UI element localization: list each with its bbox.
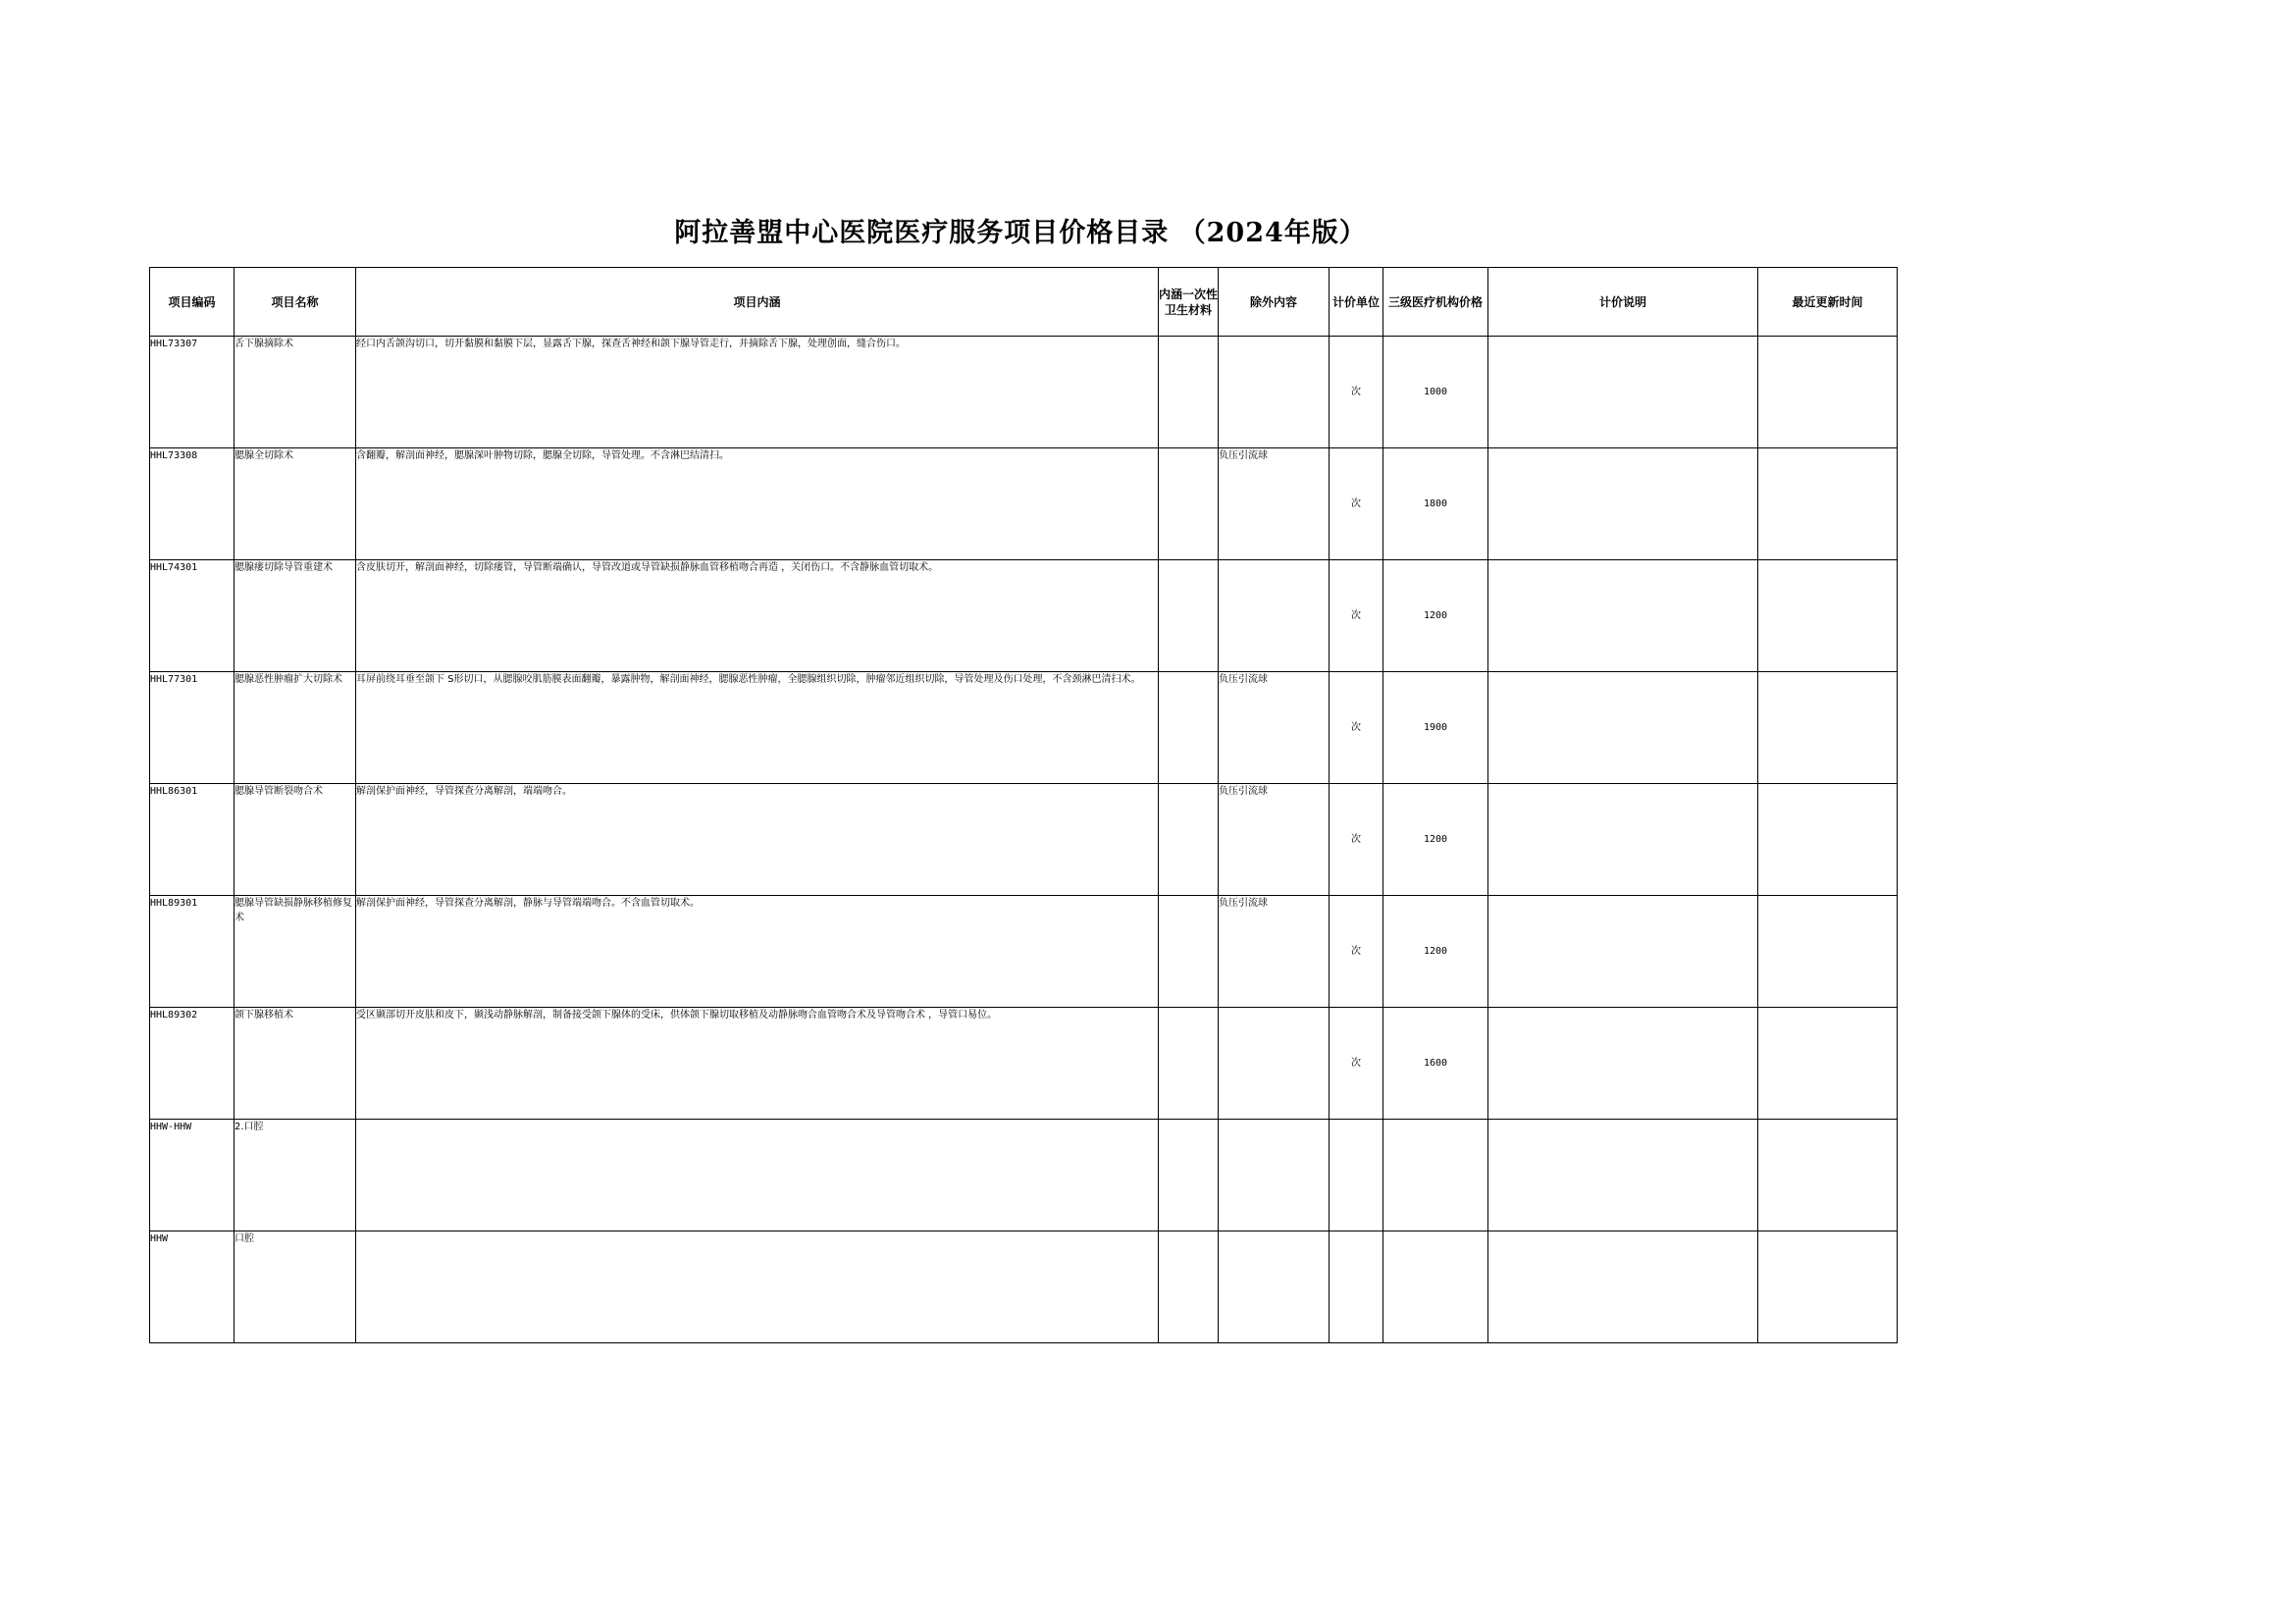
cell-code: HHL73307 (150, 337, 235, 448)
cell-consumables (1159, 1008, 1219, 1120)
cell-note (1488, 560, 1758, 672)
cell-excluded: 负压引流球 (1219, 896, 1330, 1008)
cell-note (1488, 448, 1758, 560)
cell-consumables (1159, 337, 1219, 448)
cell-content: 耳屏前绕耳垂至颌下 S形切口，从腮腺咬肌筋膜表面翻瓣，暴露肿物，解剖面神经，腮腺恶性肿瘤，全腮腺组织切除，肿瘤邻近组织切除，导管处理及伤口处理，不含颈淋巴清扫术。 (356, 672, 1159, 784)
cell-content (356, 1231, 1159, 1343)
cell-excluded: 负压引流球 (1219, 784, 1330, 896)
cell-price: 1200 (1383, 896, 1488, 1008)
cell-name: 腮腺全切除术 (235, 448, 356, 560)
header-updated: 最近更新时间 (1758, 268, 1898, 337)
cell-price: 1200 (1383, 784, 1488, 896)
cell-consumables (1159, 448, 1219, 560)
cell-price (1383, 1231, 1488, 1343)
cell-unit: 次 (1330, 1008, 1383, 1120)
table-header-row (150, 268, 1898, 337)
cell-updated (1758, 896, 1898, 1008)
cell-consumables (1159, 560, 1219, 672)
cell-code: HHL74301 (150, 560, 235, 672)
cell-unit: 次 (1330, 560, 1383, 672)
header-code: 项目编码 (150, 268, 235, 337)
cell-content: 含皮肤切开，解剖面神经，切除瘘管，导管断端确认，导管改道或导管缺损静脉血管移植吻合再造 ，关闭伤口。不含静脉血管切取术。 (356, 560, 1159, 672)
cell-excluded (1219, 1008, 1330, 1120)
cell-price: 1000 (1383, 337, 1488, 448)
cell-consumables (1159, 784, 1219, 896)
cell-consumables (1159, 896, 1219, 1008)
cell-excluded: 负压引流球 (1219, 448, 1330, 560)
header-content: 项目内涵 (356, 268, 1159, 337)
cell-content: 受区颞部切开皮肤和皮下，颞浅动静脉解剖，制备接受颌下腺体的受床，供体颌下腺切取移植及动静脉吻合血管吻合术及导管吻合术 ，导管口易位。 (356, 1008, 1159, 1120)
header-excluded: 除外内容 (1219, 268, 1330, 337)
cell-content: 含翻瓣，解剖面神经，腮腺深叶肿物切除，腮腺全切除，导管处理。不含淋巴结清扫。 (356, 448, 1159, 560)
cell-excluded (1219, 1231, 1330, 1343)
cell-price: 1200 (1383, 560, 1488, 672)
cell-code: HHL77301 (150, 672, 235, 784)
cell-note (1488, 1231, 1758, 1343)
header-price: 三级医疗机构价格 (1383, 268, 1488, 337)
cell-consumables (1159, 1231, 1219, 1343)
table-row (150, 448, 1898, 560)
cell-name: 腮腺导管缺损静脉移植修复术 (235, 896, 356, 1008)
cell-unit: 次 (1330, 672, 1383, 784)
cell-unit (1330, 1120, 1383, 1231)
cell-price (1383, 1120, 1488, 1231)
cell-unit: 次 (1330, 337, 1383, 448)
cell-consumables (1159, 1120, 1219, 1231)
cell-excluded (1219, 337, 1330, 448)
cell-content: 解剖保护面神经，导管探查分离解剖，静脉与导管端端吻合。不含血管切取术。 (356, 896, 1159, 1008)
cell-code: HHL89302 (150, 1008, 235, 1120)
cell-name: 2.口腔 (235, 1120, 356, 1231)
cell-updated (1758, 1120, 1898, 1231)
header-name: 项目名称 (235, 268, 356, 337)
header-unit: 计价单位 (1330, 268, 1383, 337)
table-row (150, 337, 1898, 448)
cell-updated (1758, 1008, 1898, 1120)
cell-content: 解剖保护面神经，导管探查分离解剖，端端吻合。 (356, 784, 1159, 896)
cell-note (1488, 672, 1758, 784)
page-title: 阿拉善盟中心医院医疗服务项目价格目录 （2024年版） (674, 218, 1367, 248)
cell-name: 腮腺瘘切除导管重建术 (235, 560, 356, 672)
cell-updated (1758, 784, 1898, 896)
cell-note (1488, 1120, 1758, 1231)
header-note: 计价说明 (1488, 268, 1758, 337)
cell-price: 1900 (1383, 672, 1488, 784)
table-row (150, 896, 1898, 1008)
price-table (149, 267, 1898, 1343)
cell-updated (1758, 672, 1898, 784)
table-row (150, 784, 1898, 896)
cell-excluded (1219, 560, 1330, 672)
cell-note (1488, 784, 1758, 896)
cell-updated (1758, 448, 1898, 560)
cell-content: 经口内舌颌沟切口，切开黏膜和黏膜下层，显露舌下腺，探查舌神经和颌下腺导管走行，并摘除舌下腺，处理创面，缝合伤口。 (356, 337, 1159, 448)
cell-unit: 次 (1330, 448, 1383, 560)
cell-name: 颌下腺移植术 (235, 1008, 356, 1120)
cell-updated (1758, 1231, 1898, 1343)
cell-code: HHL89301 (150, 896, 235, 1008)
cell-code: HHL73308 (150, 448, 235, 560)
cell-updated (1758, 560, 1898, 672)
cell-unit: 次 (1330, 896, 1383, 1008)
table-row (150, 672, 1898, 784)
cell-excluded (1219, 1120, 1330, 1231)
cell-note (1488, 896, 1758, 1008)
table-row (150, 1231, 1898, 1343)
cell-note (1488, 1008, 1758, 1120)
cell-content (356, 1120, 1159, 1231)
cell-unit: 次 (1330, 784, 1383, 896)
cell-consumables (1159, 672, 1219, 784)
cell-price: 1800 (1383, 448, 1488, 560)
table-row (150, 1008, 1898, 1120)
header-consumables: 内涵一次性卫生材料 (1159, 268, 1219, 337)
cell-name: 腮腺导管断裂吻合术 (235, 784, 356, 896)
cell-code: HHW (150, 1231, 235, 1343)
cell-excluded: 负压引流球 (1219, 672, 1330, 784)
cell-unit (1330, 1231, 1383, 1343)
cell-code: HHW-HHW (150, 1120, 235, 1231)
cell-name: 口腔 (235, 1231, 356, 1343)
cell-code: HHL86301 (150, 784, 235, 896)
cell-note (1488, 337, 1758, 448)
cell-name: 舌下腺摘除术 (235, 337, 356, 448)
table-row (150, 560, 1898, 672)
cell-name: 腮腺恶性肿瘤扩大切除术 (235, 672, 356, 784)
table-row (150, 1120, 1898, 1231)
cell-updated (1758, 337, 1898, 448)
cell-price: 1600 (1383, 1008, 1488, 1120)
